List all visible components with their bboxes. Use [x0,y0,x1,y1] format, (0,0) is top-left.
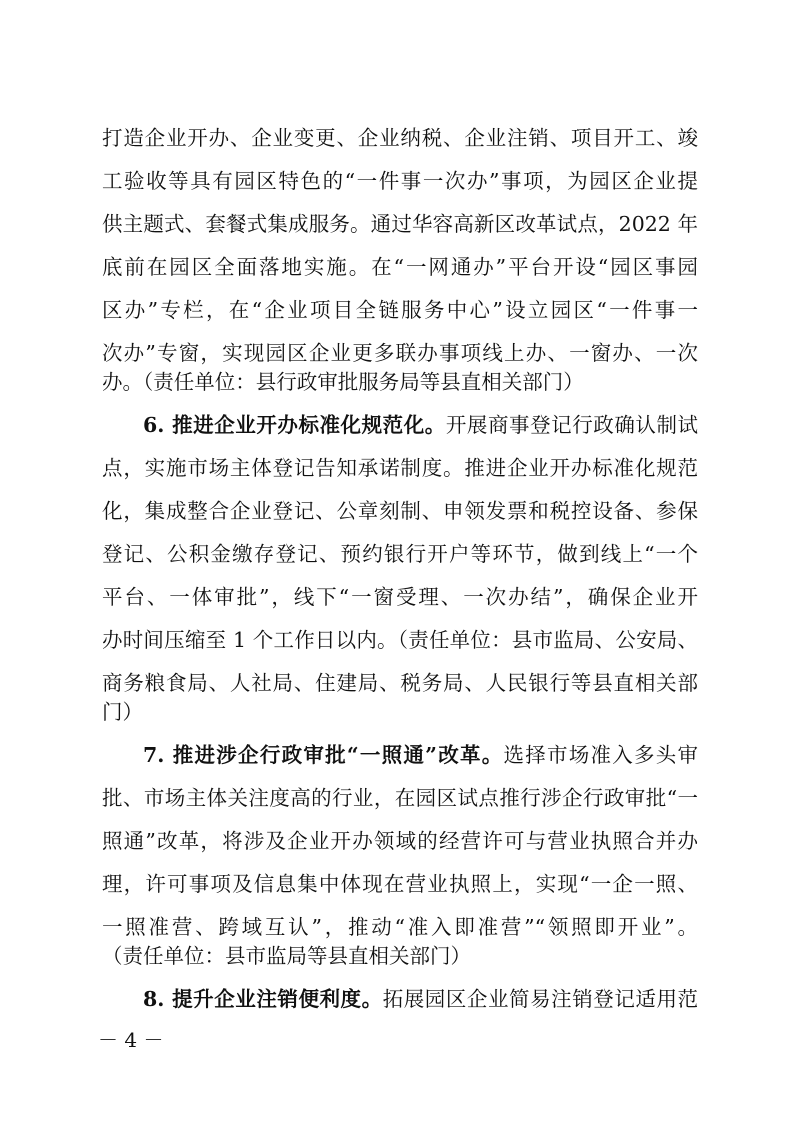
paragraph-8-text: 拓展园区企业简易注销登记适用范 [382,987,699,1011]
text-line: 底前在园区全面落地实施。在“一网通办”平台开设“园区事园 [102,255,698,279]
text-line: 商务粮食局、人社局、住建局、税务局、人民银行等县直相关部 [102,671,698,695]
paragraph-6-first-line [143,411,698,439]
text-line: 办。（责任单位：县行政审批服务局等县直相关部门） [102,370,584,394]
paragraph-8-heading: 8. 提升企业注销便利度。 [143,987,383,1011]
text-line: 工验收等具有园区特色的“一件事一次办”事项，为园区企业提 [102,169,698,193]
page-number: － 4 － [98,1028,164,1052]
text-line: 理，许可事项及信息集中体现在营业执照上，实现“一企一照、 [102,872,698,896]
paragraph-7-heading: 7. 推进涉企行政审批“一照通”改革。 [143,743,504,767]
text-line: 批、市场主体关注度高的行业，在园区试点推行涉企行政审批“一 [102,786,698,810]
text-line: 办时间压缩至 1 个工作日以内。（责任单位：县市监局、公安局、 [102,628,698,652]
paragraph-7-text: 选择市场准入多头审 [503,743,699,767]
text-line: 平台、一体审批”，线下“一窗受理、一次办结”，确保企业开 [102,585,698,609]
text-line: 供主题式、套餐式集成服务。通过华容高新区改革试点，2022 年 [102,212,698,236]
paragraph-6-text: 开展商事登记行政确认制试 [445,413,698,437]
text-line: 门） [102,700,143,724]
paragraph-8-first-line [143,985,698,1013]
text-line: 一照准营、跨域互认”，推动“准入即准营”“领照即开业”。 [102,915,698,939]
text-line: 打造企业开办、企业变更、企业纳税、企业注销、项目开工、竣 [102,126,698,150]
paragraph-7-first-line [143,741,698,769]
paragraph-6-heading: 6. 推进企业开办标准化规范化。 [143,413,446,437]
text-line: 照通”改革，将涉及企业开办领域的经营许可与营业执照合并办 [102,829,698,853]
text-line: 化，集成整合企业登记、公章刻制、申领发票和税控设备、参保 [102,499,698,523]
text-line: 区办”专栏，在“企业项目全链服务中心”设立园区“一件事一 [102,298,698,322]
text-line: 登记、公积金缴存登记、预约银行开户等环节，做到线上“一个 [102,542,698,566]
text-line: 点，实施市场主体登记告知承诺制度。推进企业开办标准化规范 [102,456,698,480]
text-line: 次办”专窗，实现园区企业更多联办事项线上办、一窗办、一次 [102,341,698,365]
text-line: （责任单位：县市监局等县直相关部门） [102,944,471,968]
